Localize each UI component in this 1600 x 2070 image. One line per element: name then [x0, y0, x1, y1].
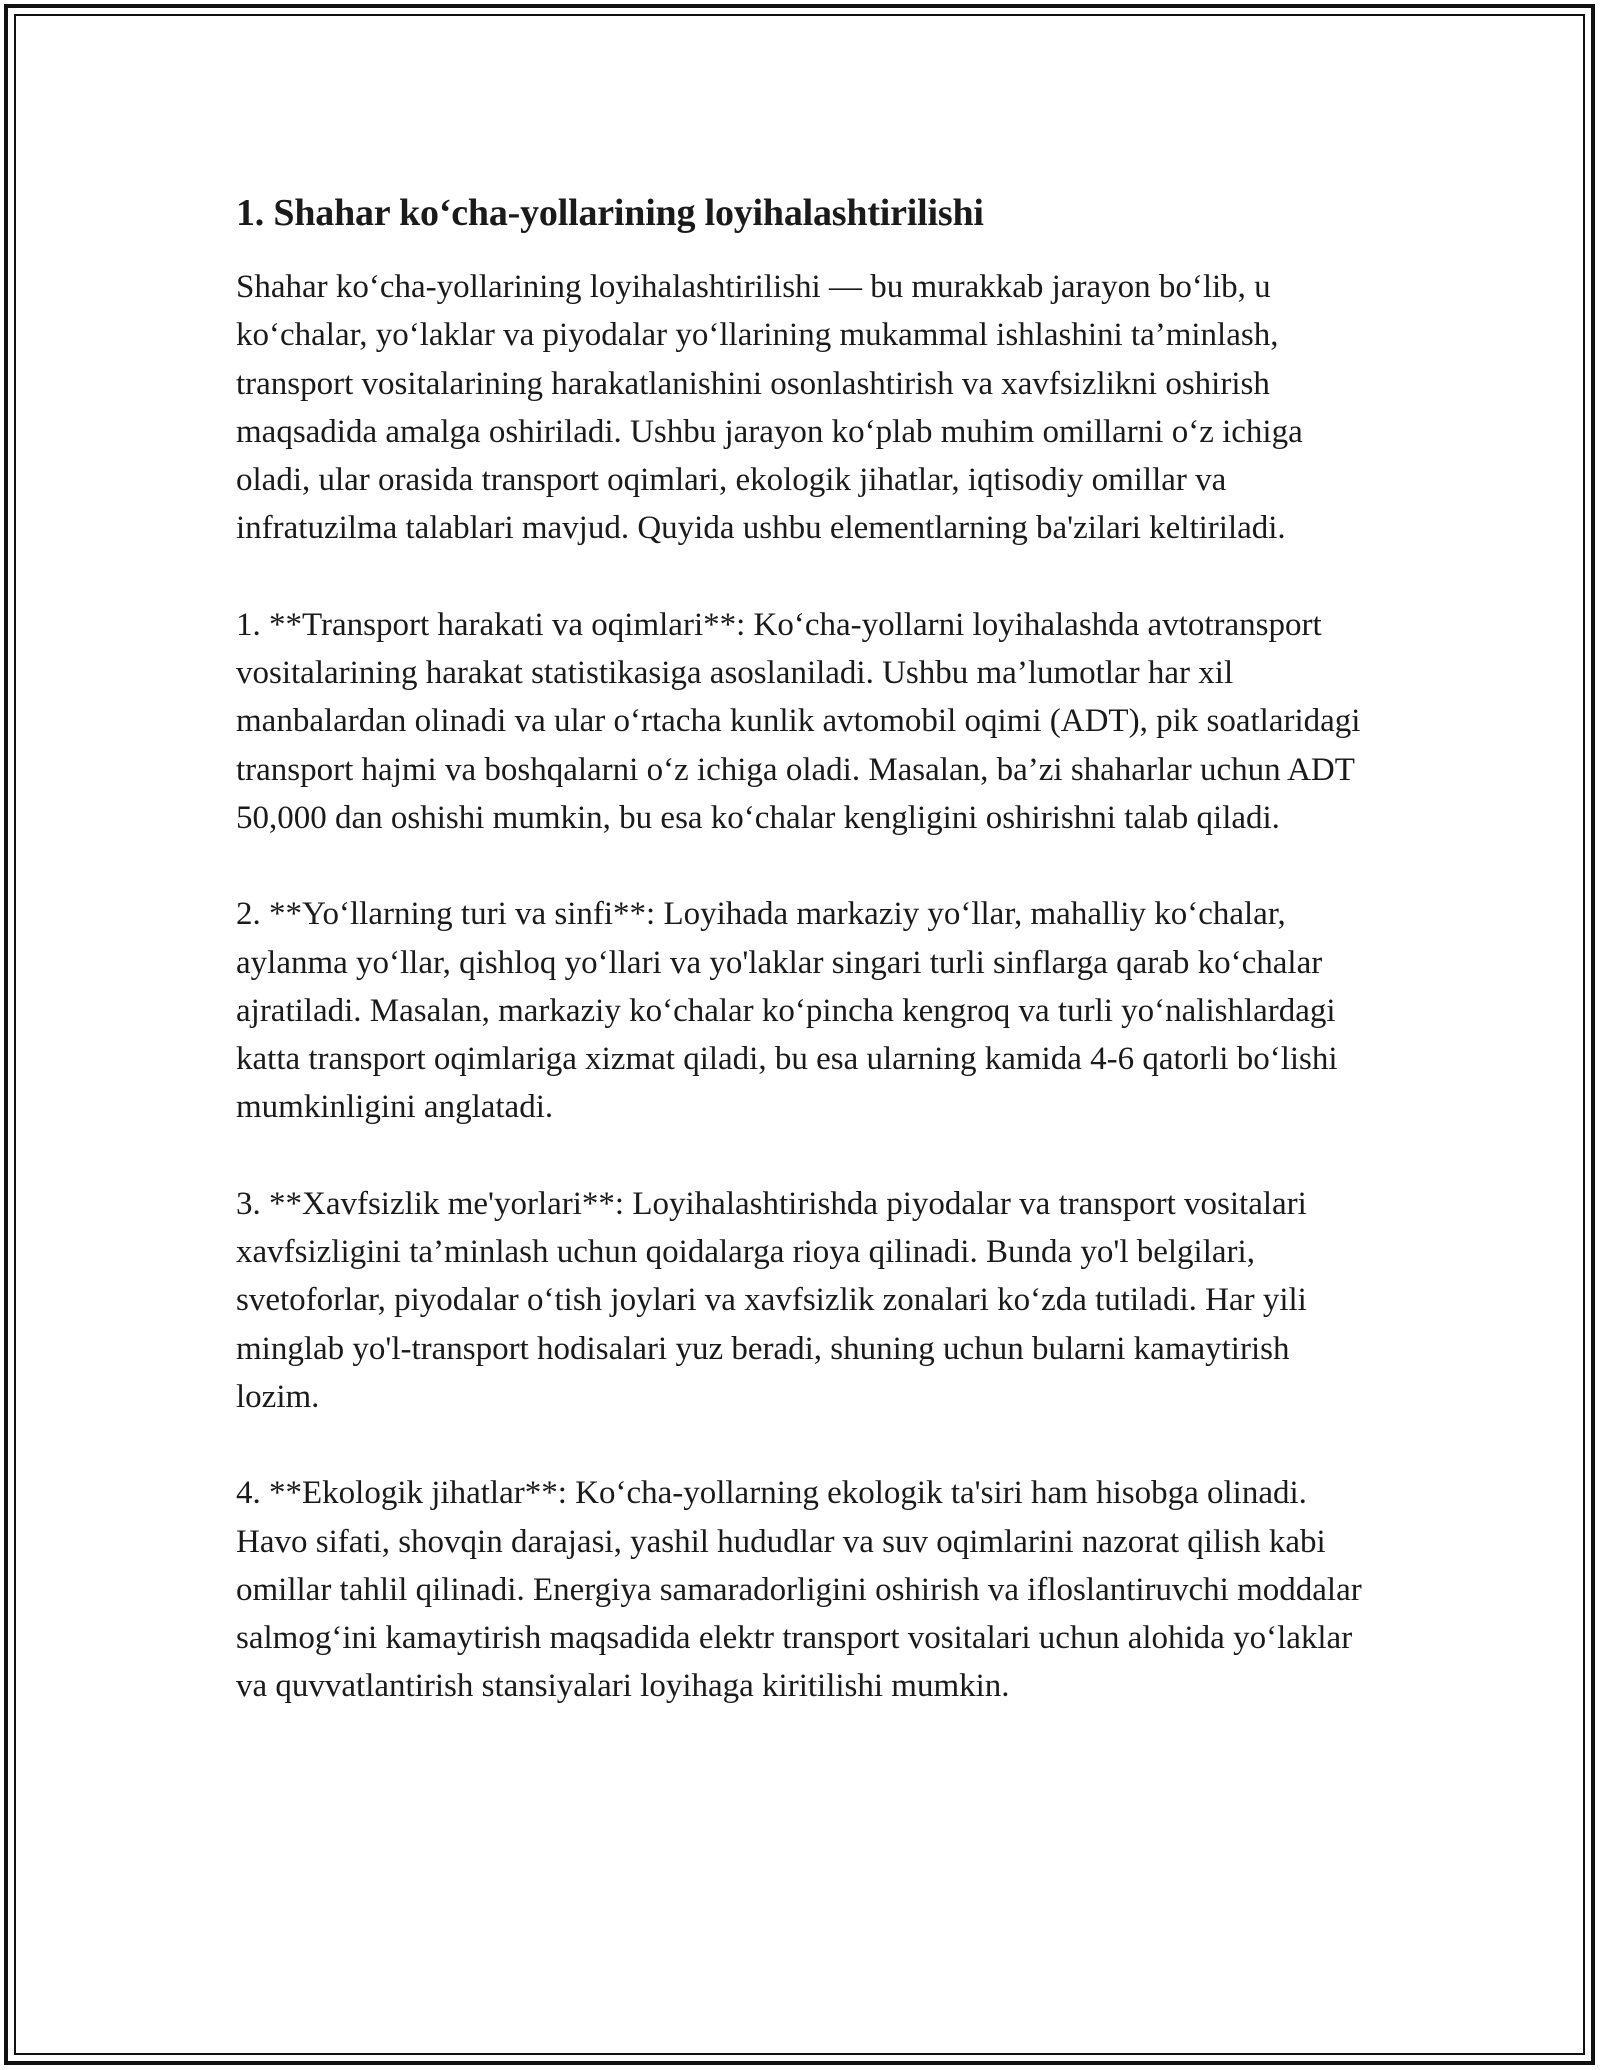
document-body — [236, 187, 1376, 1759]
paragraph-road-types: 2. **Yo‘llarning turi va sinfi**: Loyihada markaziy yo‘llar, mahalliy ko‘chalar, aylanma yo‘llar, qishloq yo‘llari va yo'laklar singari turli sinflarga qarab ko‘chalar ajratiladi. Masalan, markaziy ko‘chalar ko‘pincha kengroq va turli yo‘nalishlardagi katta transport oqimlariga xizmat qiladi, bu esa ularning kamida 4-6 qatorli bo‘lishi mumkinligini anglatadi. — [236, 896, 1338, 1126]
paragraph-safety-standards: 3. **Xavfsizlik me'yorlari**: Loyihalashtirishda piyodalar va transport vositalari xavfsizligini ta’minlash uchun qoidalarga rioya qilinadi. Bunda yo'l belgilari, svetoforlar, piyodalar o‘tish joylari va xavfsizlik zonalari ko‘zda tutiladi. Har yili minglab yo'l-transport hodisalari yuz beradi, shuning uchun bularni kamaytirish lozim. — [236, 1185, 1307, 1415]
intro-paragraph: Shahar ko‘cha-yollarining loyihalashtirilishi — bu murakkab jarayon bo‘lib, u ko‘chalar, yo‘laklar va piyodalar yo‘llarining mukammal ishlashini ta’minlash, transport vositalarining harakatlanishini osonlashtirish va xavfsizlikni oshirish maqsadida amalga oshiriladi. Ushbu jarayon ko‘plab muhim omillarni o‘z ichiga oladi, ular orasida transport oqimlari, ekologik jihatlar, iqtisodiy omillar va infratuzilma talablari mavjud. Quyida ushbu elementlarning ba'zilari keltiriladi. — [236, 269, 1303, 547]
section-heading: 1. Shahar ko‘cha-yollarining loyihalashtirilishi — [236, 192, 984, 234]
paragraph-ecological-aspects: 4. **Ekologik jihatlar**: Ko‘cha-yollarning ekologik ta'siri ham hisobga olinadi. Havo sifati, shovqin darajasi, yashil hududlar va suv oqimlarini nazorat qilish kabi omillar tahlil qilinadi. Energiya samaradorligini oshirish va ifloslantiruvchi moddalar salmog‘ini kamaytirish maqsadida elektr transport vositalari uchun alohida yo‘laklar va quvvatlantirish stansiyalari loyihaga kiritilishi mumkin. — [236, 1475, 1362, 1705]
paragraph-transport-flows: 1. **Transport harakati va oqimlari**: Ko‘cha-yollarni loyihalashda avtotransport vositalarining harakat statistikasiga asoslaniladi. Ushbu ma’lumotlar har xil manbalardan olinadi va ular o‘rtacha kunlik avtomobil oqimi (ADT), pik soatlaridagi transport hajmi va boshqalarni o‘z ichiga oladi. Masalan, ba’zi shaharlar uchun ADT 50,000 dan oshishi mumkin, bu esa ko‘chalar kengligini oshirishni talab qiladi. — [236, 606, 1361, 836]
